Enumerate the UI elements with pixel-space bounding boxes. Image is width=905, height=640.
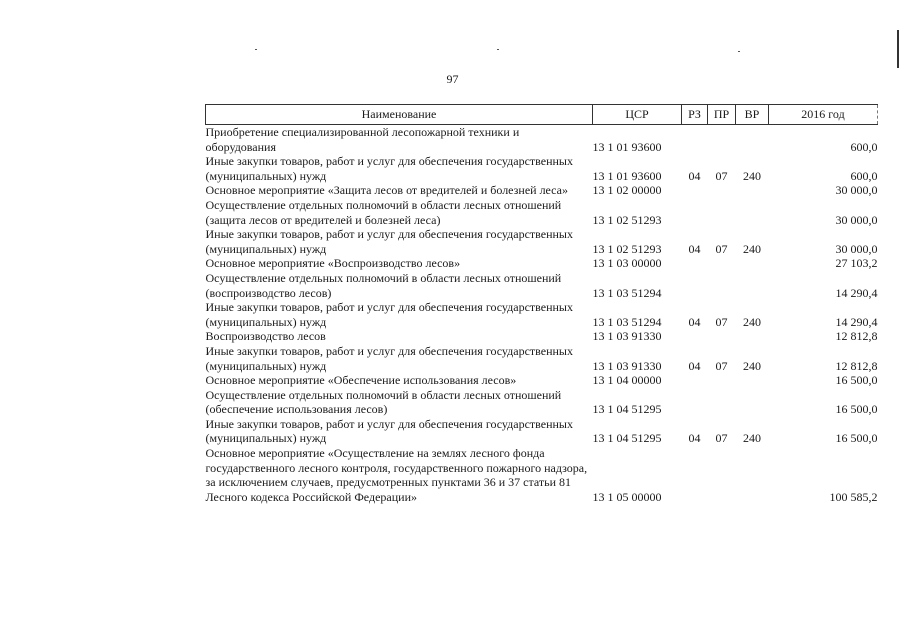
row-amount: 12 812,8 — [835, 358, 878, 373]
row-rz — [682, 373, 708, 388]
row-vr — [736, 446, 769, 504]
row-pr — [708, 271, 736, 300]
row-pr — [708, 329, 736, 344]
row-csr: 13 1 03 51294 — [592, 314, 662, 329]
row-name: Основное мероприятие «Защита лесов от вредителей и болезней леса» — [205, 183, 568, 198]
row-pr: 07 — [715, 168, 728, 183]
row-name: Приобретение специализированной лесопожарной техники и оборудования — [205, 125, 520, 154]
table-row — [206, 227, 878, 256]
header-pr: ПР — [708, 105, 736, 125]
table-body — [206, 125, 878, 505]
row-name: Воспроизводство лесов — [205, 329, 326, 344]
row-csr: 13 1 05 00000 — [592, 489, 662, 504]
header-year: 2016 год — [769, 105, 878, 125]
row-vr — [736, 183, 769, 198]
row-csr: 13 1 02 00000 — [592, 183, 662, 198]
row-amount: 27 103,2 — [835, 256, 878, 271]
row-pr — [708, 446, 736, 504]
row-pr — [708, 198, 736, 227]
row-name: Осуществление отдельных полномочий в области лесных отношений (воспроизводство лесов) — [205, 270, 562, 300]
table-row — [206, 388, 878, 417]
row-rz: 04 — [688, 168, 701, 183]
row-rz — [682, 446, 708, 504]
row-csr: 13 1 04 51295 — [592, 431, 662, 446]
row-amount: 16 500,0 — [835, 431, 878, 446]
row-rz: 04 — [688, 431, 701, 446]
table-row — [206, 154, 878, 183]
row-csr: 13 1 04 00000 — [592, 373, 662, 388]
row-vr: 240 — [743, 314, 761, 329]
row-amount: 14 290,4 — [835, 285, 878, 300]
row-amount: 30 000,0 — [835, 183, 878, 198]
row-vr — [736, 388, 769, 417]
row-rz — [682, 256, 708, 271]
table-header — [206, 105, 878, 125]
row-rz — [682, 125, 708, 155]
row-name: Иные закупки товаров, работ и услуг для обеспечения государственных (муниципальных) нужд — [205, 416, 573, 446]
row-vr — [736, 125, 769, 155]
row-vr: 240 — [743, 168, 761, 183]
row-amount: 30 000,0 — [835, 212, 878, 227]
row-pr: 07 — [715, 358, 728, 373]
row-amount: 16 500,0 — [835, 402, 878, 417]
row-vr — [736, 329, 769, 344]
row-amount: 14 290,4 — [835, 314, 878, 329]
row-amount: 16 500,0 — [835, 373, 878, 388]
row-rz — [682, 329, 708, 344]
row-csr: 13 1 03 91330 — [592, 358, 662, 373]
table-row — [206, 373, 878, 388]
table-row — [206, 329, 878, 344]
page-number: 97 — [446, 72, 459, 86]
row-vr: 240 — [743, 431, 761, 446]
row-pr: 07 — [715, 241, 728, 256]
scan-edge-mark — [897, 30, 899, 68]
row-csr: 13 1 03 51294 — [592, 285, 662, 300]
row-vr: 240 — [743, 241, 761, 256]
row-rz — [682, 271, 708, 300]
row-amount: 12 812,8 — [835, 329, 878, 344]
row-vr — [736, 373, 769, 388]
row-rz — [682, 388, 708, 417]
table-row — [206, 183, 878, 198]
scan-speck — [738, 51, 740, 52]
row-amount: 30 000,0 — [835, 241, 878, 256]
row-name: Иные закупки товаров, работ и услуг для обеспечения государственных (муниципальных) нужд — [205, 154, 573, 183]
row-amount: 100 585,2 — [829, 489, 878, 504]
row-amount: 600,0 — [850, 168, 878, 183]
row-pr — [708, 388, 736, 417]
table-row — [206, 417, 878, 446]
header-name: Наименование — [206, 105, 593, 125]
row-name: Иные закупки товаров, работ и услуг для обеспечения государственных (муниципальных) нужд — [205, 300, 573, 329]
row-name: Основное мероприятие «Осуществление на землях лесного фонда государственного лесного контроля, государственного пожарного надзора, за исключением случаев, предусмотренных пунктами 36 и 37 статьи 81 Лесного кодекса Российской Федерации» — [205, 446, 588, 504]
header-csr: ЦСР — [593, 105, 682, 125]
row-vr — [736, 198, 769, 227]
row-rz — [682, 183, 708, 198]
row-pr: 07 — [715, 431, 728, 446]
row-name: Осуществление отдельных полномочий в области лесных отношений (защита лесов от вредителей и болезней леса) — [205, 197, 562, 227]
budget-table — [205, 104, 878, 504]
header-rz: РЗ — [682, 105, 708, 125]
table-row — [206, 446, 878, 504]
table-row — [206, 344, 878, 373]
row-vr — [736, 256, 769, 271]
table-row — [206, 271, 878, 300]
row-rz — [682, 198, 708, 227]
row-rz: 04 — [688, 241, 701, 256]
row-name: Иные закупки товаров, работ и услуг для обеспечения государственных (муниципальных) нужд — [205, 227, 573, 256]
table-row — [206, 125, 878, 155]
row-name: Основное мероприятие «Обеспечение использования лесов» — [205, 373, 517, 388]
row-csr: 13 1 04 51295 — [592, 402, 662, 417]
row-csr: 13 1 03 91330 — [592, 329, 662, 344]
row-csr: 13 1 01 93600 — [592, 168, 662, 183]
row-csr: 13 1 03 00000 — [592, 256, 662, 271]
row-amount: 600,0 — [850, 139, 878, 154]
row-pr — [708, 125, 736, 155]
row-pr: 07 — [715, 314, 728, 329]
table-row — [206, 256, 878, 271]
row-rz: 04 — [688, 358, 701, 373]
table-row — [206, 300, 878, 329]
row-pr — [708, 256, 736, 271]
row-name: Иные закупки товаров, работ и услуг для обеспечения государственных (муниципальных) нужд — [205, 343, 573, 373]
scan-speck — [255, 49, 257, 50]
row-rz: 04 — [688, 314, 701, 329]
row-vr: 240 — [743, 358, 761, 373]
row-vr — [736, 271, 769, 300]
row-name: Осуществление отдельных полномочий в области лесных отношений (обеспечение использования лесов) — [205, 387, 562, 417]
header-vr: ВР — [736, 105, 769, 125]
row-name: Основное мероприятие «Воспроизводство лесов» — [205, 256, 461, 271]
row-pr — [708, 183, 736, 198]
row-csr: 13 1 01 93600 — [592, 139, 662, 154]
row-csr: 13 1 02 51293 — [592, 241, 662, 256]
table-row — [206, 198, 878, 227]
row-pr — [708, 373, 736, 388]
scan-speck — [497, 49, 499, 50]
row-csr: 13 1 02 51293 — [592, 212, 662, 227]
